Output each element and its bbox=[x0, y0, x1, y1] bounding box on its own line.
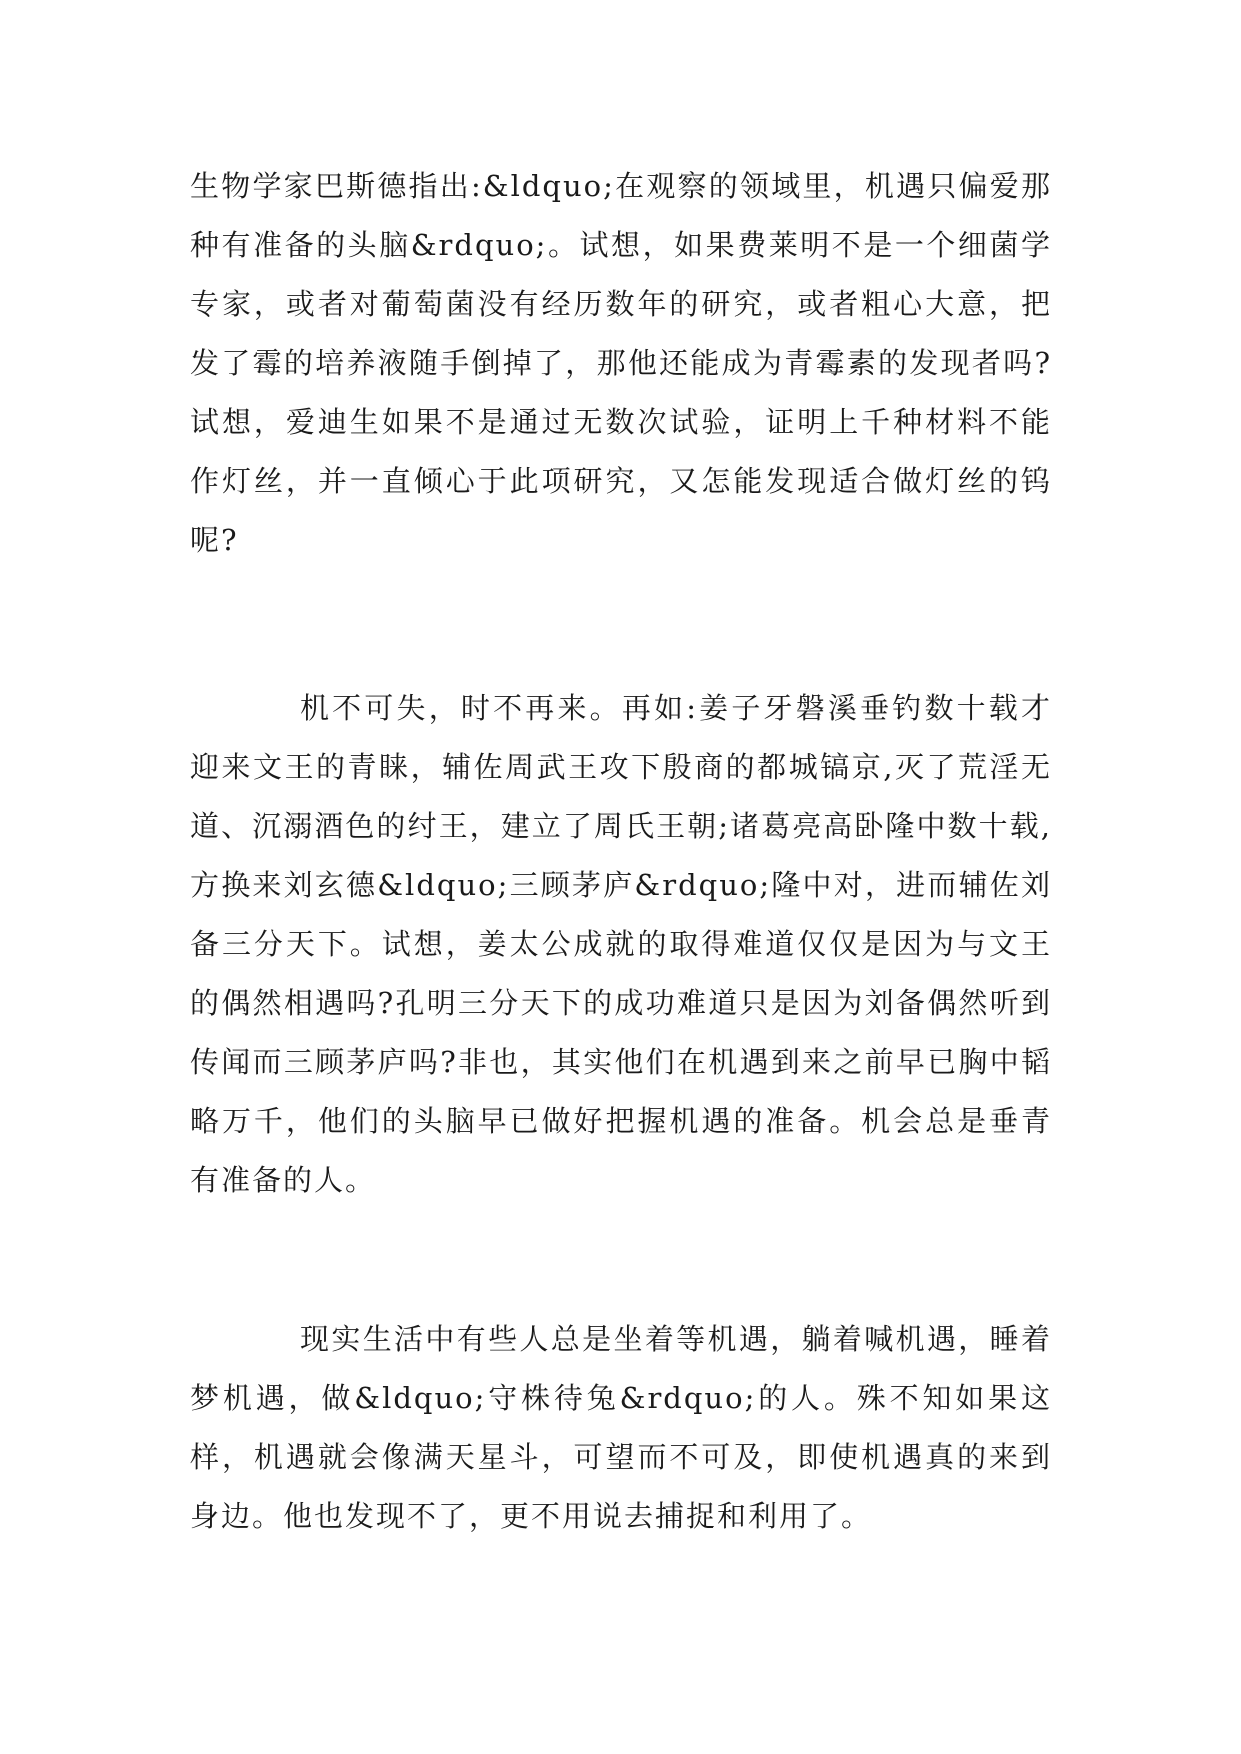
paragraph-opportunity: 机不可失，时不再来。再如:姜子牙磐溪垂钓数十载才迎来文王的青睐，辅佐周武王攻下殷商的都城镐京,灭了荒淫无道、沉溺酒色的纣王，建立了周氏王朝;诸葛亮高卧隆中数十载,方换来刘玄德&ldquo;三顾茅庐&rdquo;隆中对，进而辅佐刘备三分天下。试想，姜太公成就的取得难道仅仅是因为与文王的偶然相遇吗?孔明三分天下的成功难道只是因为刘备偶然听到传闻而三顾茅庐吗?非也，其实他们在机遇到来之前早已胸中韬略万千，他们的头脑早已做好把握机遇的准备。机会总是垂青有准备的人。 bbox=[190, 691, 1052, 1197]
paragraph-real-life: 现实生活中有些人总是坐着等机遇，躺着喊机遇，睡着梦机遇，做&ldquo;守株待兔&rdquo;的人。殊不知如果这样，机遇就会像满天星斗，可望而不可及，即使机遇真的来到身边。他也发现不了，更不用说去捕捉和利用了。 bbox=[190, 1322, 1052, 1533]
paragraph-pasteur: 生物学家巴斯德指出:&ldquo;在观察的领域里，机遇只偏爱那种有准备的头脑&rdquo;。试想，如果费莱明不是一个细菌学专家，或者对葡萄菌没有经历数年的研究，或者粗心大意，把发了霉的培养液随手倒掉了，那他还能成为青霉素的发现者吗?试想，爱迪生如果不是通过无数次试验，证明上千种材料不能作灯丝，并一直倾心于此项研究，又怎能发现适合做灯丝的钨呢? bbox=[190, 169, 1052, 557]
